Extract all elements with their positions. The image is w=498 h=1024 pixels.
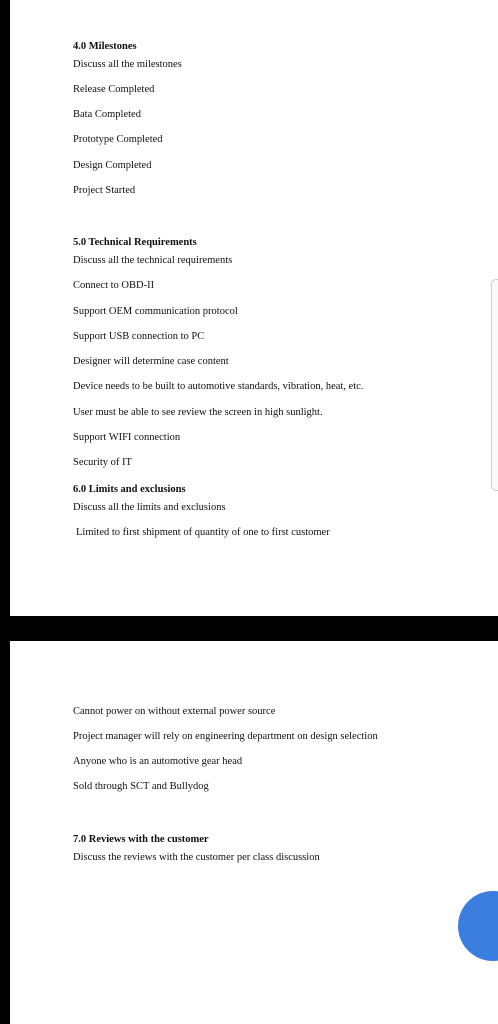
milestone-item: Prototype Completed (73, 134, 163, 145)
technical-item: Support USB connection to PC (73, 331, 205, 342)
limits-item: Project manager will rely on engineering department on design selection (73, 731, 378, 742)
limits-item: Anyone who is an automotive gear head (73, 756, 243, 767)
milestone-item: Release Completed (73, 84, 155, 95)
limits-item: Limited to first shipment of quantity of one to first customer (76, 527, 330, 538)
reviews-intro: Discuss the reviews with the customer per class discussion (73, 852, 320, 863)
technical-intro: Discuss all the technical requirements (73, 255, 233, 266)
milestones-intro: Discuss all the milestones (73, 59, 182, 70)
limits-item: Cannot power on without external power source (73, 706, 276, 717)
scrollbar[interactable] (491, 279, 498, 491)
technical-item: Connect to OBD-II (73, 280, 155, 291)
limits-intro: Discuss all the limits and exclusions (73, 502, 226, 513)
technical-item: Device needs to be built to automotive standards, vibration, heat, etc. (73, 381, 364, 392)
milestone-item: Bata Completed (73, 109, 141, 120)
milestones-heading: 4.0 Milestones (73, 41, 137, 52)
technical-heading: 5.0 Technical Requirements (73, 237, 197, 248)
limits-item: Sold through SCT and Bullydog (73, 781, 209, 792)
document-page-2 (10, 641, 498, 1024)
reviews-heading: 7.0 Reviews with the customer (73, 834, 209, 845)
technical-item: Security of IT (73, 457, 132, 468)
technical-item: Support OEM communication protocol (73, 306, 238, 317)
document-page-1 (10, 0, 498, 616)
technical-item: User must be able to see review the screen in high sunlight. (73, 407, 323, 418)
limits-heading: 6.0 Limits and exclusions (73, 484, 186, 495)
milestone-item: Project Started (73, 185, 136, 196)
floating-action-button[interactable] (458, 891, 498, 961)
milestone-item: Design Completed (73, 160, 152, 171)
technical-item: Support WIFI connection (73, 432, 181, 443)
technical-item: Designer will determine case content (73, 356, 229, 367)
